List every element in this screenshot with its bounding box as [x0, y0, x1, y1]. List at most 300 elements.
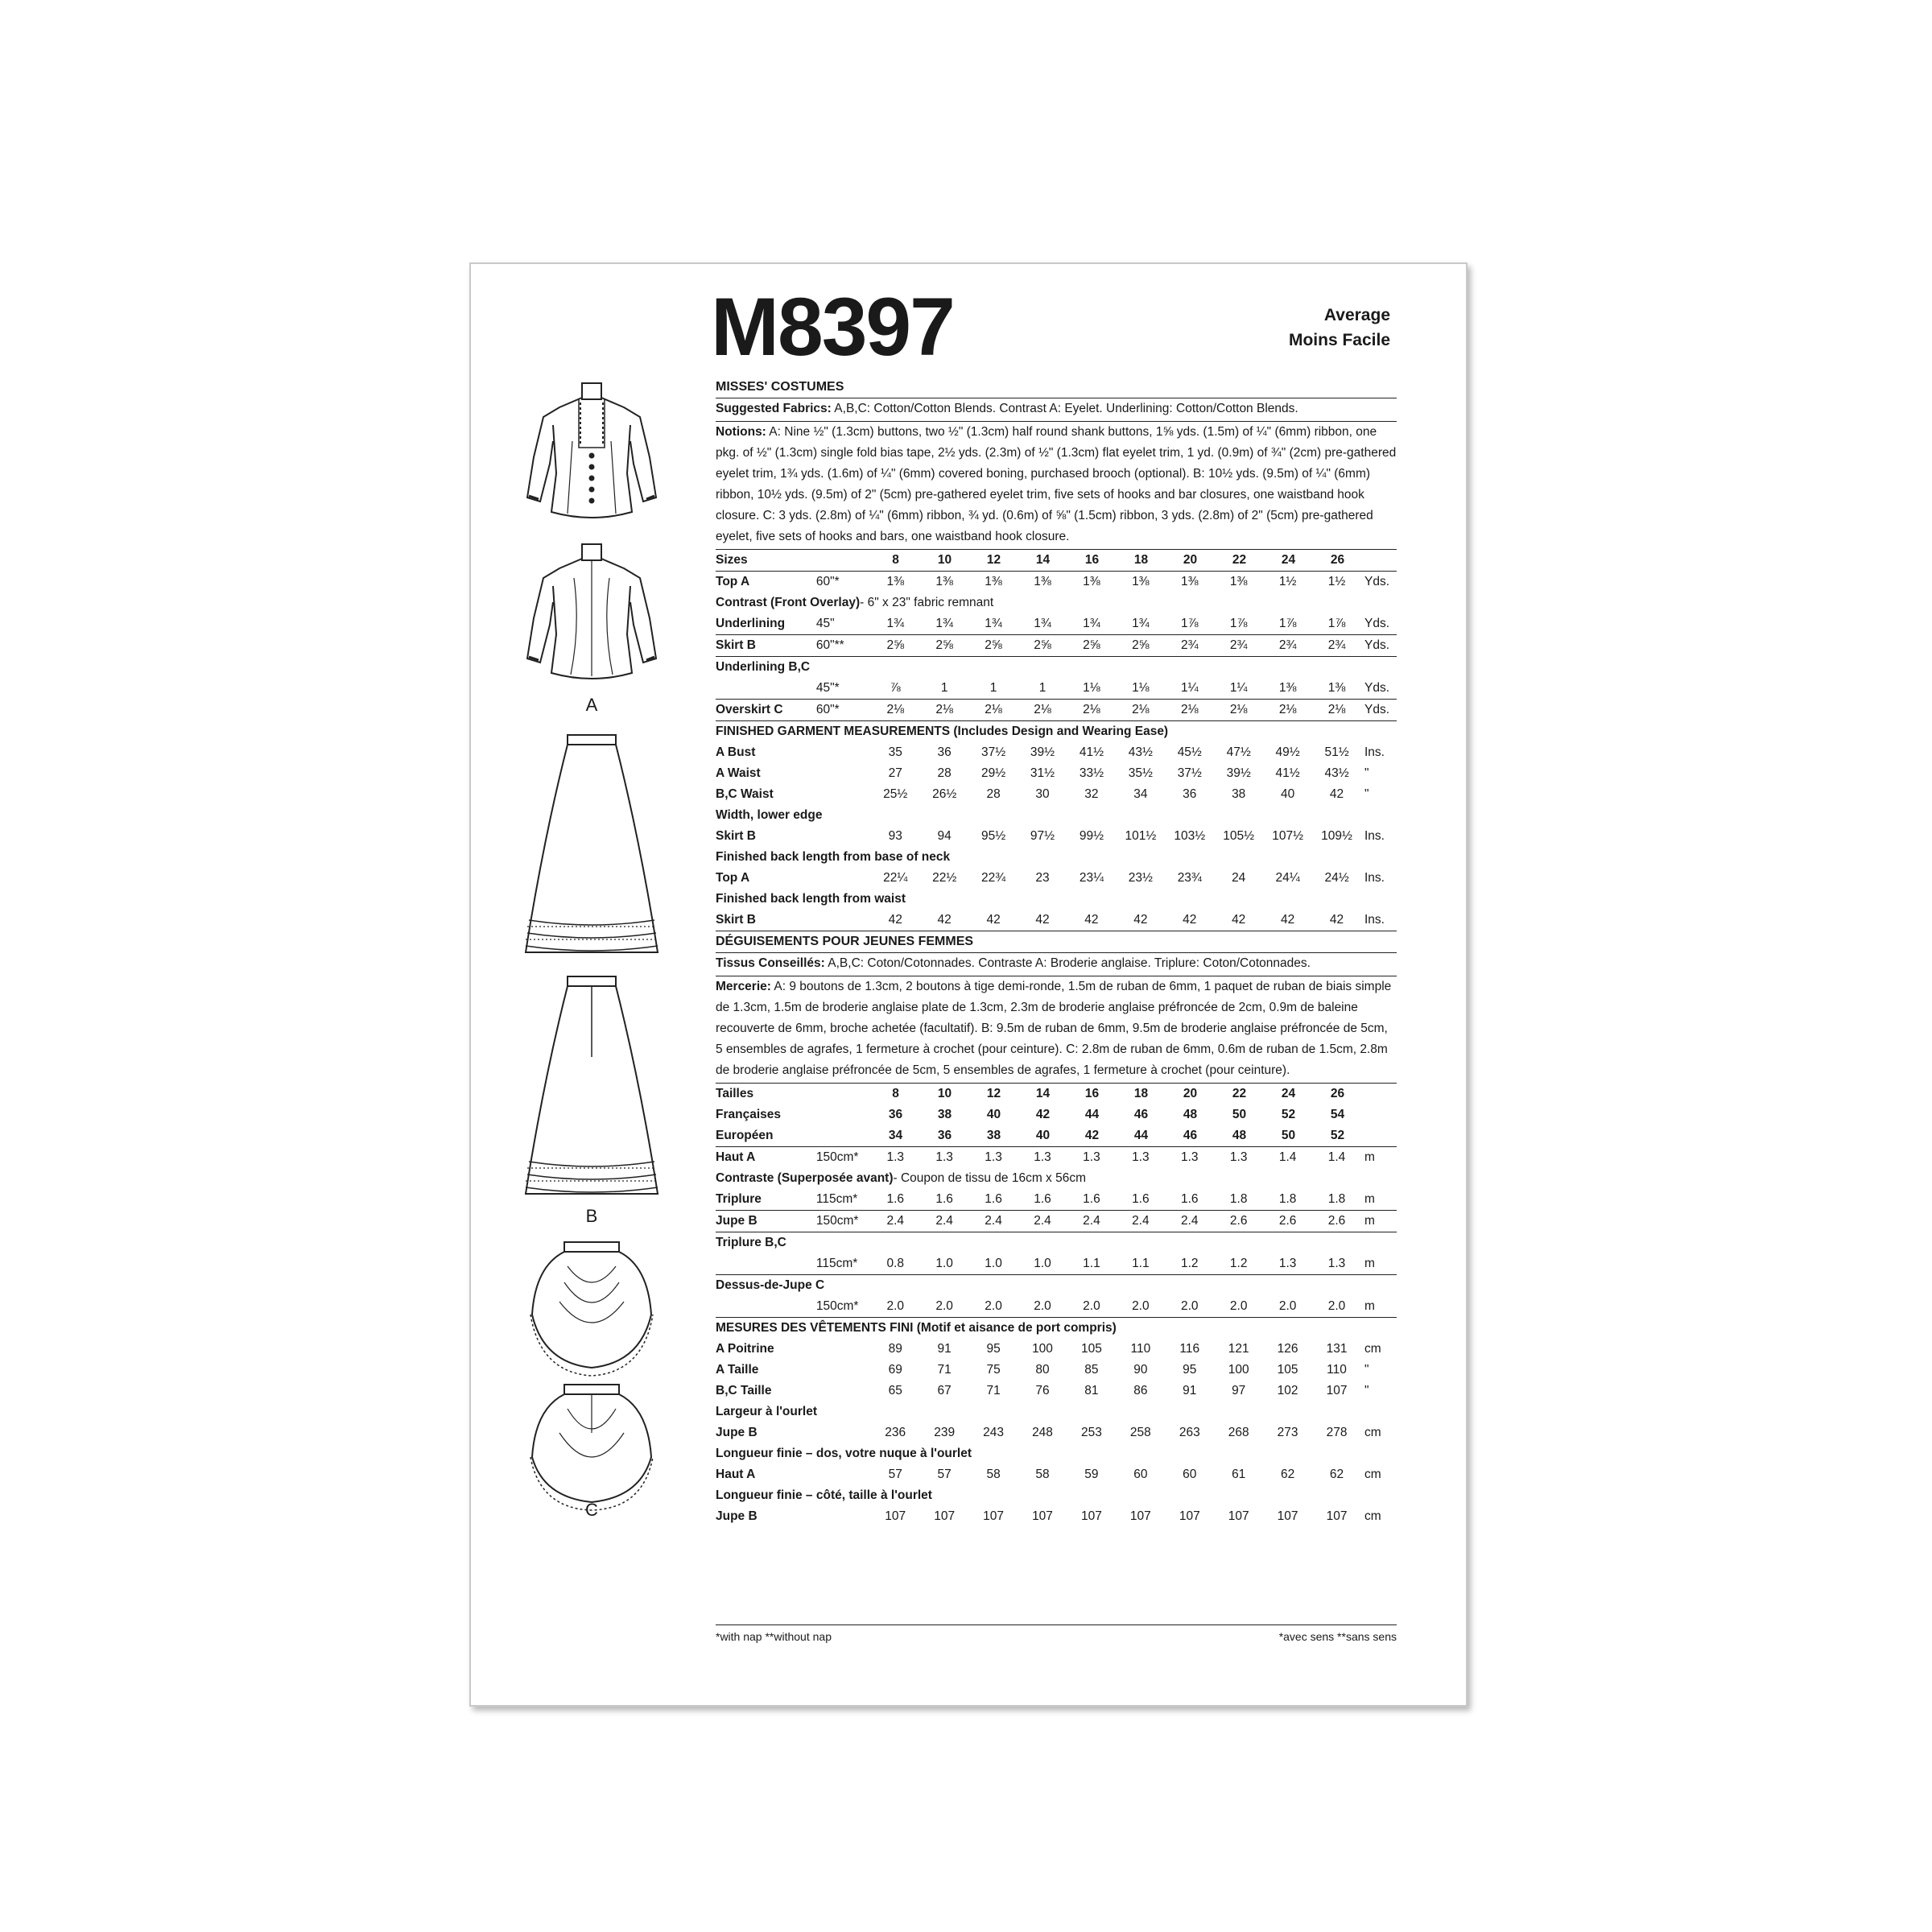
yardage-cell: 1.8 — [1327, 1192, 1346, 1206]
yardage-row — [716, 700, 1397, 721]
size-cell: 36 — [937, 1129, 952, 1142]
yardage-cell: 1¾ — [1083, 617, 1100, 630]
size-cell: 46 — [1133, 1108, 1149, 1121]
row-label: A Taille — [716, 1363, 759, 1377]
yardage-cell: 2⅝ — [985, 638, 1002, 652]
measure-cell: 126 — [1277, 1342, 1298, 1356]
measure-cell: 29½ — [981, 766, 1006, 780]
measure-cell: 23 — [1035, 871, 1050, 885]
measure-row — [716, 1464, 1397, 1485]
measure-cell: 37½ — [1177, 766, 1202, 780]
measure-cell: 107 — [934, 1509, 956, 1523]
yardage-cell: 1.3 — [1132, 1150, 1150, 1164]
measure-cell: 62 — [1329, 1468, 1344, 1481]
view-label-c: C — [585, 1500, 598, 1520]
unit-label: m — [1364, 1299, 1375, 1313]
measure-cell: 107 — [1277, 1509, 1298, 1523]
sizes-row: Sizes 8 10 12 14 16 18 20 22 24 26 — [716, 550, 1397, 572]
yardage-cell: 2⅛ — [1278, 703, 1297, 716]
measure-cell: 86 — [1133, 1384, 1148, 1397]
measure-cell: 103½ — [1174, 829, 1206, 843]
measure-cell: 236 — [885, 1426, 906, 1439]
measure-cell: 99½ — [1079, 829, 1104, 843]
measure-cell: 60 — [1133, 1468, 1148, 1481]
size-cell: 20 — [1183, 1087, 1198, 1100]
size-cell: 12 — [986, 1087, 1001, 1100]
unit-label: cm — [1364, 1468, 1381, 1481]
unit-label: Ins. — [1364, 871, 1385, 885]
measure-cell: 268 — [1228, 1426, 1249, 1439]
measure-cell: 110 — [1327, 1363, 1347, 1377]
unit-label: Ins. — [1364, 745, 1385, 759]
overskirt-c-front-drawing — [511, 1234, 672, 1379]
measure-cell: 258 — [1129, 1426, 1151, 1439]
size-cell: 46 — [1183, 1129, 1198, 1142]
measure-cell: 42 — [1084, 913, 1099, 927]
size-cell: 36 — [888, 1108, 903, 1121]
contrast-row: Contrast (Front Overlay) - 6" x 23" fabric remnant — [716, 596, 994, 609]
measure-cell: 69 — [888, 1363, 902, 1377]
size-cell: 52 — [1330, 1129, 1345, 1142]
yardage-row — [716, 613, 1397, 635]
yardage-cell: 2⅝ — [935, 638, 953, 652]
top-a-front-drawing — [511, 369, 672, 530]
yardage-cell: 2⅝ — [1083, 638, 1100, 652]
measure-cell: 101½ — [1125, 829, 1157, 843]
measure-cell: 239 — [934, 1426, 956, 1439]
yardage-cell: 1.3 — [1034, 1150, 1051, 1164]
yardage-cell: 2⅛ — [1180, 703, 1199, 716]
yardage-cell: 1 — [989, 681, 997, 695]
size-cell: 20 — [1183, 553, 1198, 567]
yardage-row — [716, 1147, 1397, 1168]
row-label: Skirt B — [716, 829, 756, 843]
yardage-row — [716, 635, 1397, 657]
measure-cell: 57 — [888, 1468, 902, 1481]
size-cell: 8 — [892, 1087, 899, 1100]
fabric-width: 45"* — [815, 681, 840, 695]
measure-cell: 40 — [1280, 787, 1295, 801]
measure-cell: 93 — [888, 829, 902, 843]
measure-cell: 38 — [1232, 787, 1246, 801]
skirt-b-back-drawing — [511, 968, 672, 1210]
yardage-cell: 2.0 — [1180, 1299, 1199, 1313]
unit-label: Ins. — [1364, 913, 1385, 927]
unit-label: m — [1364, 1150, 1375, 1164]
measure-cell: 102 — [1277, 1384, 1298, 1397]
row-label: Jupe B — [716, 1426, 758, 1439]
row-label: Skirt B — [716, 913, 756, 927]
tailles-row: Tailles 8 10 12 14 16 18 20 22 24 26 — [716, 1084, 1397, 1104]
yardage-cell: 1⅞ — [1180, 617, 1199, 630]
unit-label: m — [1364, 1192, 1375, 1206]
yardage-cell: 2.4 — [886, 1214, 905, 1228]
yardage-cell: 1.6 — [1180, 1192, 1199, 1206]
yardage-cell: 1¼ — [1229, 681, 1248, 695]
unit-label: cm — [1364, 1509, 1381, 1523]
row-label: Haut A — [716, 1150, 756, 1164]
row-label: Skirt B — [716, 638, 756, 652]
yardage-cell: 1¾ — [1034, 617, 1051, 630]
yardage-cell: 1⅛ — [1083, 681, 1100, 695]
yardage-cell: 1⅛ — [1132, 681, 1150, 695]
fabric-width: 60"* — [815, 703, 840, 716]
size-cell: 16 — [1084, 1087, 1100, 1100]
unit-label: Yds. — [1364, 617, 1390, 630]
finished-title-en: FINISHED GARMENT MEASUREMENTS (Includes Design and Wearing Ease) — [716, 724, 1169, 738]
yardage-cell: 2.0 — [985, 1299, 1002, 1313]
tissus-conseilles: Tissus Conseillés: A,B,C: Coton/Cotonnades. Contraste A: Broderie anglaise. Triplure: Coton/Cotonnades. — [716, 953, 1397, 976]
row-label: A Poitrine — [716, 1342, 774, 1356]
skirt-b-front-drawing — [511, 727, 672, 968]
yardage-cell: 2.4 — [1083, 1214, 1100, 1228]
measure-cell: 30 — [1035, 787, 1050, 801]
yardage-cell: 1¼ — [1180, 681, 1199, 695]
fabric-width: 150cm* — [815, 1299, 859, 1313]
measure-cell: 42 — [1183, 913, 1197, 927]
measure-cell: 42 — [1035, 913, 1050, 927]
row-label: Jupe B — [716, 1214, 758, 1228]
measure-cell: 107 — [1326, 1509, 1348, 1523]
measure-cell: 121 — [1228, 1342, 1249, 1356]
measure-row — [716, 868, 1397, 889]
section-title-fr: DÉGUISEMENTS POUR JEUNES FEMMES — [716, 931, 1397, 953]
size-cell: 48 — [1183, 1108, 1198, 1121]
yardage-cell: 1⅜ — [886, 575, 905, 588]
measure-cell: 71 — [986, 1384, 1001, 1397]
measure-cell: 116 — [1179, 1342, 1200, 1356]
yardage-cell: 2.0 — [935, 1299, 953, 1313]
measure-row — [716, 1381, 1397, 1402]
yardage-cell: 2⅝ — [1034, 638, 1051, 652]
yardage-cell: 1.3 — [1327, 1257, 1346, 1270]
size-cell: 54 — [1330, 1108, 1345, 1121]
measure-cell: 42 — [888, 913, 902, 927]
measure-cell: 94 — [937, 829, 952, 843]
size-cell: 38 — [986, 1129, 1001, 1142]
measure-cell: 27 — [888, 766, 902, 780]
measure-cell: 67 — [937, 1384, 952, 1397]
yardage-cell: 2.6 — [1278, 1214, 1297, 1228]
yardage-cell: 1¾ — [886, 617, 905, 630]
measure-cell: 42 — [1133, 913, 1148, 927]
measure-cell: 28 — [986, 787, 1001, 801]
longueur-dos-label: Longueur finie – dos, votre nuque à l'ourlet — [716, 1447, 972, 1460]
size-cell: 18 — [1133, 1087, 1149, 1100]
measure-cell: 24¼ — [1275, 871, 1300, 885]
measure-cell: 61 — [1232, 1468, 1246, 1481]
measure-cell: 41½ — [1275, 766, 1300, 780]
size-cell: 22 — [1232, 553, 1247, 567]
measure-cell: 36 — [937, 745, 952, 759]
measure-cell: 131 — [1326, 1342, 1348, 1356]
measure-cell: 58 — [1035, 1468, 1050, 1481]
yardage-cell: 1.3 — [886, 1150, 905, 1164]
yardage-cell: 2⅛ — [886, 703, 905, 716]
yardage-row — [716, 1296, 1397, 1318]
yardage-cell: 1.3 — [935, 1150, 953, 1164]
yardage-cell: 2⅛ — [985, 703, 1002, 716]
yardage-cell: 2¾ — [1229, 638, 1248, 652]
measure-cell: 109½ — [1321, 829, 1352, 843]
yardage-cell: 2⅝ — [886, 638, 905, 652]
measure-cell: 24 — [1232, 871, 1246, 885]
size-cell: 44 — [1133, 1129, 1149, 1142]
measure-row — [716, 826, 1397, 847]
measure-cell: 62 — [1280, 1468, 1295, 1481]
yardage-cell: 2.4 — [1034, 1214, 1051, 1228]
size-cell: 42 — [1084, 1129, 1100, 1142]
yardage-row — [716, 1211, 1397, 1232]
measure-cell: 23¾ — [1177, 871, 1202, 885]
yardage-cell: 1.4 — [1278, 1150, 1297, 1164]
size-cell: 26 — [1330, 553, 1345, 567]
yardage-cell: 1⅜ — [1083, 575, 1100, 588]
back-neck-label: Finished back length from base of neck — [716, 850, 951, 864]
yardage-cell: 1.0 — [985, 1257, 1002, 1270]
unit-label: Ins. — [1364, 829, 1385, 843]
measure-cell: 47½ — [1226, 745, 1251, 759]
view-label-a: A — [585, 695, 598, 715]
row-label: Jupe B — [716, 1509, 758, 1523]
size-cell: 12 — [986, 553, 1001, 567]
size-cell: 8 — [892, 553, 899, 567]
size-cell: 14 — [1035, 1087, 1051, 1100]
measure-cell: 25½ — [883, 787, 908, 801]
suggested-fabrics: Suggested Fabrics: A,B,C: Cotton/Cotton Blends. Contrast A: Eyelet. Underlining: Cotton/Cotton Blends. — [716, 398, 1397, 422]
measure-cell: 58 — [986, 1468, 1001, 1481]
size-cell: 16 — [1084, 553, 1100, 567]
size-cell: 50 — [1281, 1129, 1296, 1142]
unit-label: cm — [1364, 1342, 1381, 1356]
fabric-width: 45" — [815, 617, 835, 630]
measure-cell: 36 — [1183, 787, 1197, 801]
unit-label: " — [1364, 1384, 1369, 1397]
measure-cell: 24½ — [1324, 871, 1349, 885]
size-cell: 26 — [1330, 1087, 1345, 1100]
row-label: Triplure — [716, 1192, 762, 1206]
measure-cell: 42 — [1329, 913, 1344, 927]
size-cell: 14 — [1035, 553, 1051, 567]
measure-cell: 85 — [1084, 1363, 1099, 1377]
size-cell: 10 — [937, 553, 952, 567]
yardage-cell: 1.6 — [1132, 1192, 1150, 1206]
yardage-cell: 1.8 — [1278, 1192, 1297, 1206]
yardage-cell: 2.0 — [1229, 1299, 1248, 1313]
measure-cell: 90 — [1133, 1363, 1148, 1377]
yardage-cell: 1.3 — [1278, 1257, 1297, 1270]
pattern-envelope-back — [469, 262, 1468, 1707]
measure-cell: 45½ — [1177, 745, 1202, 759]
measure-cell: 95 — [1183, 1363, 1197, 1377]
mercerie: Mercerie: A: 9 boutons de 1.3cm, 2 boutons à tige demi-ronde, 1.5m de ruban de 6mm, 1 paquet de ruban de biais simple de 1.3cm, 1.5m de broderie anglaise plate de 1.3cm, 2.3m de broderie anglaise préfroncée de 2cm, 0.9m de baleine recouverte de 6mm, broche achetée (facultatif). B: 9.5m de ruban de 6mm, 9.5m de broderie anglaise préfroncée de 5cm, 5 ensembles de agrafes, 1 fermeture à crochet (pour ceinture). C: 2.8m de ruban de 6mm, 0.6m de ruban de 1.5cm, 2.8m de broderie anglaise préfroncée de 5cm, 5 ensembles de agrafes, 1 fermeture à crochet (pour ceinture). — [716, 976, 1397, 1084]
difficulty-fr: Moins Facile — [1288, 331, 1390, 349]
yardage-cell: 1.6 — [1034, 1192, 1051, 1206]
yardage-row — [716, 678, 1397, 700]
yardage-cell: 1.6 — [1083, 1192, 1100, 1206]
measure-cell: 37½ — [981, 745, 1006, 759]
measure-cell: 95½ — [981, 829, 1006, 843]
width-label: Width, lower edge — [716, 808, 823, 822]
yardage-cell: 1.6 — [886, 1192, 905, 1206]
yardage-cell: 1.6 — [935, 1192, 953, 1206]
size-cell: 34 — [888, 1129, 903, 1142]
yardage-row — [716, 1189, 1397, 1211]
measure-cell: 105 — [1080, 1342, 1102, 1356]
measure-cell: 43½ — [1324, 766, 1349, 780]
measure-row — [716, 784, 1397, 805]
yardage-cell: 1⅞ — [1327, 617, 1346, 630]
unit-label: cm — [1364, 1426, 1381, 1439]
finished-title-fr: MESURES DES VÊTEMENTS FINI (Motif et aisance de port compris) — [716, 1321, 1117, 1335]
measure-cell: 107 — [885, 1509, 906, 1523]
fabric-width: 115cm* — [815, 1257, 858, 1270]
measure-cell: 91 — [937, 1342, 952, 1356]
yardage-cell: 1⅜ — [1180, 575, 1199, 588]
measure-cell: 253 — [1080, 1426, 1102, 1439]
measure-cell: 28 — [937, 766, 952, 780]
size-cell: 38 — [937, 1108, 952, 1121]
yardage-cell: 2.4 — [1132, 1214, 1150, 1228]
unit-label: Yds. — [1364, 638, 1390, 652]
yardage-cell: 2⅛ — [1327, 703, 1346, 716]
measure-cell: 97½ — [1030, 829, 1055, 843]
yardage-cell: 1¾ — [1132, 617, 1150, 630]
dessus-c-label: Dessus-de-Jupe C — [716, 1278, 825, 1292]
size-cell: 48 — [1232, 1129, 1247, 1142]
measure-cell: 22½ — [932, 871, 957, 885]
measure-cell: 22¾ — [981, 871, 1006, 885]
yardage-cell: 1.2 — [1180, 1257, 1199, 1270]
row-label: A Bust — [716, 745, 756, 759]
yardage-cell: 1 — [940, 681, 948, 695]
unit-label: m — [1364, 1214, 1375, 1228]
fabric-width: 60"** — [815, 638, 844, 652]
size-cell: 24 — [1281, 1087, 1296, 1100]
measure-row — [716, 910, 1397, 931]
yardage-cell: ⅞ — [890, 681, 901, 695]
measure-cell: 110 — [1130, 1342, 1151, 1356]
row-label: Haut A — [716, 1468, 756, 1481]
footnote-en: *with nap **without nap — [716, 1630, 832, 1643]
top-a-back-drawing — [511, 530, 672, 691]
pattern-number: M8397 — [711, 281, 954, 373]
yardage-cell: 2¾ — [1327, 638, 1346, 652]
triplure-bc-label: Triplure B,C — [716, 1236, 786, 1249]
measure-cell: 100 — [1032, 1342, 1053, 1356]
francaises-row: Françaises 36 38 40 42 44 46 48 50 52 54 — [716, 1104, 1397, 1125]
measure-cell: 32 — [1084, 787, 1099, 801]
measure-cell: 33½ — [1079, 766, 1104, 780]
view-label-b: B — [585, 1206, 598, 1226]
yardage-cell: 1.8 — [1229, 1192, 1248, 1206]
measure-cell: 107 — [983, 1509, 1005, 1523]
measure-cell: 57 — [937, 1468, 952, 1481]
yardage-cell: 2.0 — [1083, 1299, 1100, 1313]
section-title-en: MISSES' COSTUMES — [716, 377, 1397, 398]
measure-cell: 41½ — [1079, 745, 1104, 759]
measure-cell: 278 — [1326, 1426, 1348, 1439]
measure-cell: 105 — [1277, 1363, 1298, 1377]
technical-drawings — [511, 369, 672, 1520]
measure-cell: 42 — [1329, 787, 1344, 801]
yardage-cell: 2⅛ — [1229, 703, 1248, 716]
measure-cell: 89 — [888, 1342, 902, 1356]
measure-cell: 22¼ — [883, 871, 908, 885]
measure-row — [716, 1422, 1397, 1443]
row-label: B,C Waist — [716, 787, 774, 801]
measure-cell: 80 — [1035, 1363, 1050, 1377]
yardage-cell: 1½ — [1327, 575, 1346, 588]
yardage-cell: 2¾ — [1278, 638, 1297, 652]
unit-label: Yds. — [1364, 681, 1390, 695]
size-cell: 22 — [1232, 1087, 1247, 1100]
yardage-cell: 1.0 — [935, 1257, 953, 1270]
yardage-cell: 1 — [1038, 681, 1046, 695]
size-cell: 40 — [1035, 1129, 1051, 1142]
measure-cell: 23¼ — [1079, 871, 1104, 885]
measure-row — [716, 1506, 1397, 1527]
size-cell: 44 — [1084, 1108, 1100, 1121]
yardage-cell: 1¾ — [985, 617, 1002, 630]
measure-row — [716, 1339, 1397, 1360]
yardage-cell: 1.1 — [1132, 1257, 1150, 1270]
measure-row — [716, 742, 1397, 763]
measure-cell: 59 — [1084, 1468, 1099, 1481]
measure-cell: 263 — [1179, 1426, 1200, 1439]
yardage-cell: 2.4 — [1180, 1214, 1199, 1228]
measure-cell: 42 — [986, 913, 1001, 927]
measure-cell: 49½ — [1275, 745, 1300, 759]
yardage-cell: 1⅜ — [1034, 575, 1051, 588]
size-cell: 52 — [1281, 1108, 1296, 1121]
nap-footnote — [716, 1624, 1397, 1643]
measure-cell: 107 — [1326, 1384, 1348, 1397]
size-cell: 10 — [937, 1087, 952, 1100]
yardage-row — [716, 1253, 1397, 1275]
measure-cell: 95 — [986, 1342, 1001, 1356]
yardage-cell: 2.4 — [985, 1214, 1002, 1228]
yardage-cell: 1.3 — [1180, 1150, 1199, 1164]
measure-cell: 39½ — [1226, 766, 1251, 780]
row-label: Overskirt C — [716, 703, 783, 716]
unit-label: " — [1364, 1363, 1369, 1377]
measure-cell: 60 — [1183, 1468, 1197, 1481]
yardage-cell: 1⅞ — [1229, 617, 1248, 630]
row-label: B,C Taille — [716, 1384, 772, 1397]
yardage-cell: 2.0 — [1132, 1299, 1150, 1313]
size-cell: 40 — [986, 1108, 1001, 1121]
longueur-cote-label: Longueur finie – côté, taille à l'ourlet — [716, 1488, 932, 1502]
unit-label: Yds. — [1364, 575, 1390, 588]
yardage-cell: 0.8 — [886, 1257, 905, 1270]
notions: Notions: A: Nine ½" (1.3cm) buttons, two ½" (1.3cm) half round shank buttons, 1⅝ yds. (1.5m) of ¼" (6mm) ribbon, one pkg. of ½" (1.3cm) single fold bias tape, 2½ yds. (2.3m) of ½" (1.3cm) flat eyelet trim, 1 yd. (0.9m) of ¾" (2cm) pre-gathered eyelet trim, 1¾ yds. (1.6m) of ¼" (6mm) covered boning, purchased brooch (optional). B: 10½ yds. (9.5m) of ¼" (6mm) ribbon, 10½ yds. (9.5m) of 2" (5cm) pre-gathered eyelet trim, five sets of hooks and bar closures, one waistband hook closure. C: 3 yds. (2.8m) of ¼" (6mm) ribbon, ¾ yd. (0.6m) of ⅝" (1.5cm) ribbon, 3 yds. (2.8m) of 2" (5cm) pre-gathered eyelet, five sets of hooks and bars, one waistband hook closure. — [716, 422, 1397, 550]
measure-cell: 35 — [888, 745, 902, 759]
yardage-cell: 1.1 — [1083, 1257, 1100, 1270]
measure-cell: 31½ — [1030, 766, 1055, 780]
difficulty-level — [1289, 303, 1390, 353]
yardage-cell: 1⅞ — [1278, 617, 1297, 630]
yardage-cell: 1.4 — [1327, 1150, 1346, 1164]
fabric-width: 60"* — [815, 575, 840, 588]
yardage-cell: 2⅛ — [935, 703, 953, 716]
yardage-cell: 1.3 — [1229, 1150, 1248, 1164]
yardage-row — [716, 572, 1397, 592]
yardage-cell: 2.4 — [935, 1214, 953, 1228]
yardage-cell: 1.0 — [1034, 1257, 1051, 1270]
measure-cell: 273 — [1277, 1426, 1298, 1439]
unit-label: " — [1364, 787, 1369, 801]
